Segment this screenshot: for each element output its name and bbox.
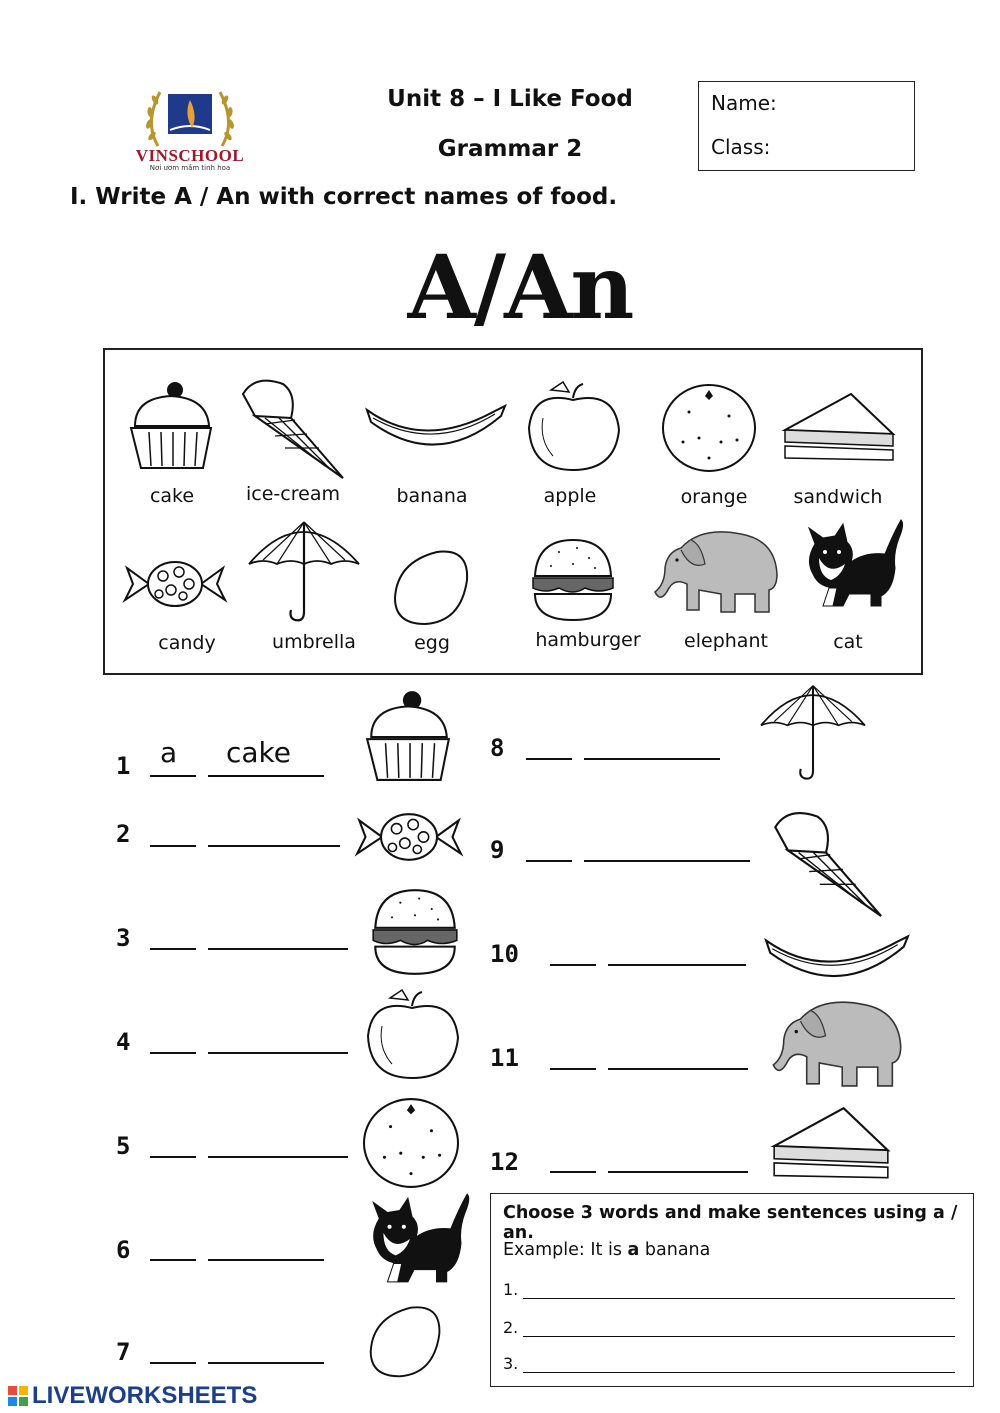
- class-label: Class:: [711, 135, 771, 159]
- umbrella-icon: [740, 680, 886, 784]
- apple-icon: [360, 986, 470, 1082]
- ice-cream-icon: [235, 374, 345, 478]
- logo-text: VINSCHOOL: [135, 146, 245, 165]
- vocabulary-box: [103, 348, 923, 675]
- vocab-label-umbrella: umbrella: [272, 631, 356, 653]
- article-blank[interactable]: [150, 1052, 196, 1054]
- cupcake-icon: [123, 376, 219, 472]
- logo-subtext: Nơi ươm mầm tinh hoa: [149, 164, 231, 172]
- vocab-label-ice-cream: ice-cream: [246, 483, 340, 505]
- orange-icon: [358, 1096, 464, 1190]
- cat-icon: [352, 1188, 472, 1286]
- word-blank[interactable]: [584, 758, 720, 760]
- sentence-task-heading: Choose 3 words and make sentences using a / an.: [503, 1203, 958, 1243]
- item-number: 4: [116, 1028, 131, 1056]
- word-blank[interactable]: [208, 1156, 348, 1158]
- vocab-label-elephant: elephant: [684, 630, 768, 652]
- word-blank[interactable]: [584, 860, 750, 862]
- name-label: Name:: [711, 91, 777, 115]
- article-blank[interactable]: [150, 775, 196, 777]
- umbrella-icon: [245, 516, 363, 626]
- candy-icon: [123, 556, 227, 612]
- word-blank[interactable]: [208, 1259, 324, 1261]
- article-blank[interactable]: [150, 845, 196, 847]
- vocab-label-banana: banana: [396, 485, 468, 507]
- vocab-label-apple: apple: [543, 485, 597, 507]
- item-number: 7: [116, 1338, 131, 1366]
- item-number: 9: [490, 836, 505, 864]
- liveworksheets-logo-icon: [8, 1386, 28, 1406]
- item-number: 5: [116, 1132, 131, 1160]
- elephant-icon: [766, 994, 908, 1088]
- egg-icon: [362, 1302, 448, 1382]
- example-prefix: Example: It is: [503, 1240, 628, 1260]
- word-blank[interactable]: [208, 775, 324, 777]
- item-number: 1: [116, 752, 131, 780]
- item-number: 3: [116, 924, 131, 952]
- article-blank[interactable]: [150, 1156, 196, 1158]
- sentence-task-box: [490, 1193, 974, 1387]
- sentence-line-label: 2.: [503, 1318, 519, 1337]
- orange-icon: [659, 382, 759, 474]
- liveworksheets-brand[interactable]: LIVEWORKSHEETS: [32, 1382, 258, 1409]
- word-blank[interactable]: [208, 948, 348, 950]
- vocab-label-hamburger: hamburger: [535, 629, 641, 651]
- item-number: 6: [116, 1236, 131, 1264]
- hamburger-icon: [362, 886, 468, 978]
- word-blank[interactable]: [208, 1362, 324, 1364]
- word-blank[interactable]: [208, 845, 340, 847]
- item-number: 8: [490, 734, 505, 762]
- worksheet-subtitle: Grammar 2: [437, 136, 583, 162]
- article-blank[interactable]: [150, 1362, 196, 1364]
- article-blank[interactable]: [550, 964, 596, 966]
- example-suffix: banana: [639, 1240, 711, 1260]
- worksheet-title: Unit 8 – I Like Food: [387, 86, 633, 112]
- answer-word[interactable]: cake: [226, 736, 291, 769]
- sentence-line-1[interactable]: [523, 1298, 955, 1299]
- word-blank[interactable]: [608, 964, 746, 966]
- article-blank[interactable]: [150, 1259, 196, 1261]
- candy-icon: [354, 808, 464, 866]
- sandwich-icon: [781, 390, 897, 466]
- vocab-label-candy: candy: [158, 632, 216, 654]
- a-an-heading: A/An: [407, 235, 633, 339]
- cupcake-icon: [356, 686, 460, 784]
- item-number: 12: [490, 1148, 519, 1176]
- word-blank[interactable]: [608, 1171, 748, 1173]
- sentence-line-label: 3.: [503, 1354, 519, 1373]
- banana-icon: [762, 930, 912, 988]
- name-class-box: [698, 81, 915, 171]
- elephant-icon: [651, 524, 781, 614]
- article-blank[interactable]: [550, 1068, 596, 1070]
- cat-icon: [789, 514, 905, 610]
- word-blank[interactable]: [608, 1068, 748, 1070]
- sentence-line-3[interactable]: [523, 1372, 955, 1373]
- banana-icon: [363, 400, 509, 456]
- sandwich-icon: [766, 1104, 896, 1184]
- vocab-label-orange: orange: [680, 486, 748, 508]
- item-number: 11: [490, 1044, 519, 1072]
- sentence-line-label: 1.: [503, 1280, 519, 1299]
- vocab-label-sandwich: sandwich: [793, 486, 883, 508]
- word-blank[interactable]: [208, 1052, 348, 1054]
- article-blank[interactable]: [550, 1171, 596, 1173]
- article-blank[interactable]: [150, 948, 196, 950]
- example-bold-article: a: [627, 1240, 640, 1260]
- ice-cream-icon: [766, 806, 884, 916]
- sentence-line-2[interactable]: [523, 1336, 955, 1337]
- apple-icon: [523, 378, 629, 474]
- item-number: 2: [116, 820, 131, 848]
- vocab-label-egg: egg: [414, 632, 450, 654]
- hamburger-icon: [529, 536, 617, 624]
- egg-icon: [389, 546, 473, 630]
- example-sentence: [503, 1240, 710, 1260]
- article-blank[interactable]: [526, 758, 572, 760]
- vocab-label-cat: cat: [833, 631, 863, 653]
- article-blank[interactable]: [526, 860, 572, 862]
- vocab-label-cake: cake: [149, 485, 195, 507]
- item-number: 10: [490, 940, 519, 968]
- answer-article[interactable]: a: [160, 736, 178, 769]
- section-instruction: I. Write A / An with correct names of food.: [70, 184, 618, 210]
